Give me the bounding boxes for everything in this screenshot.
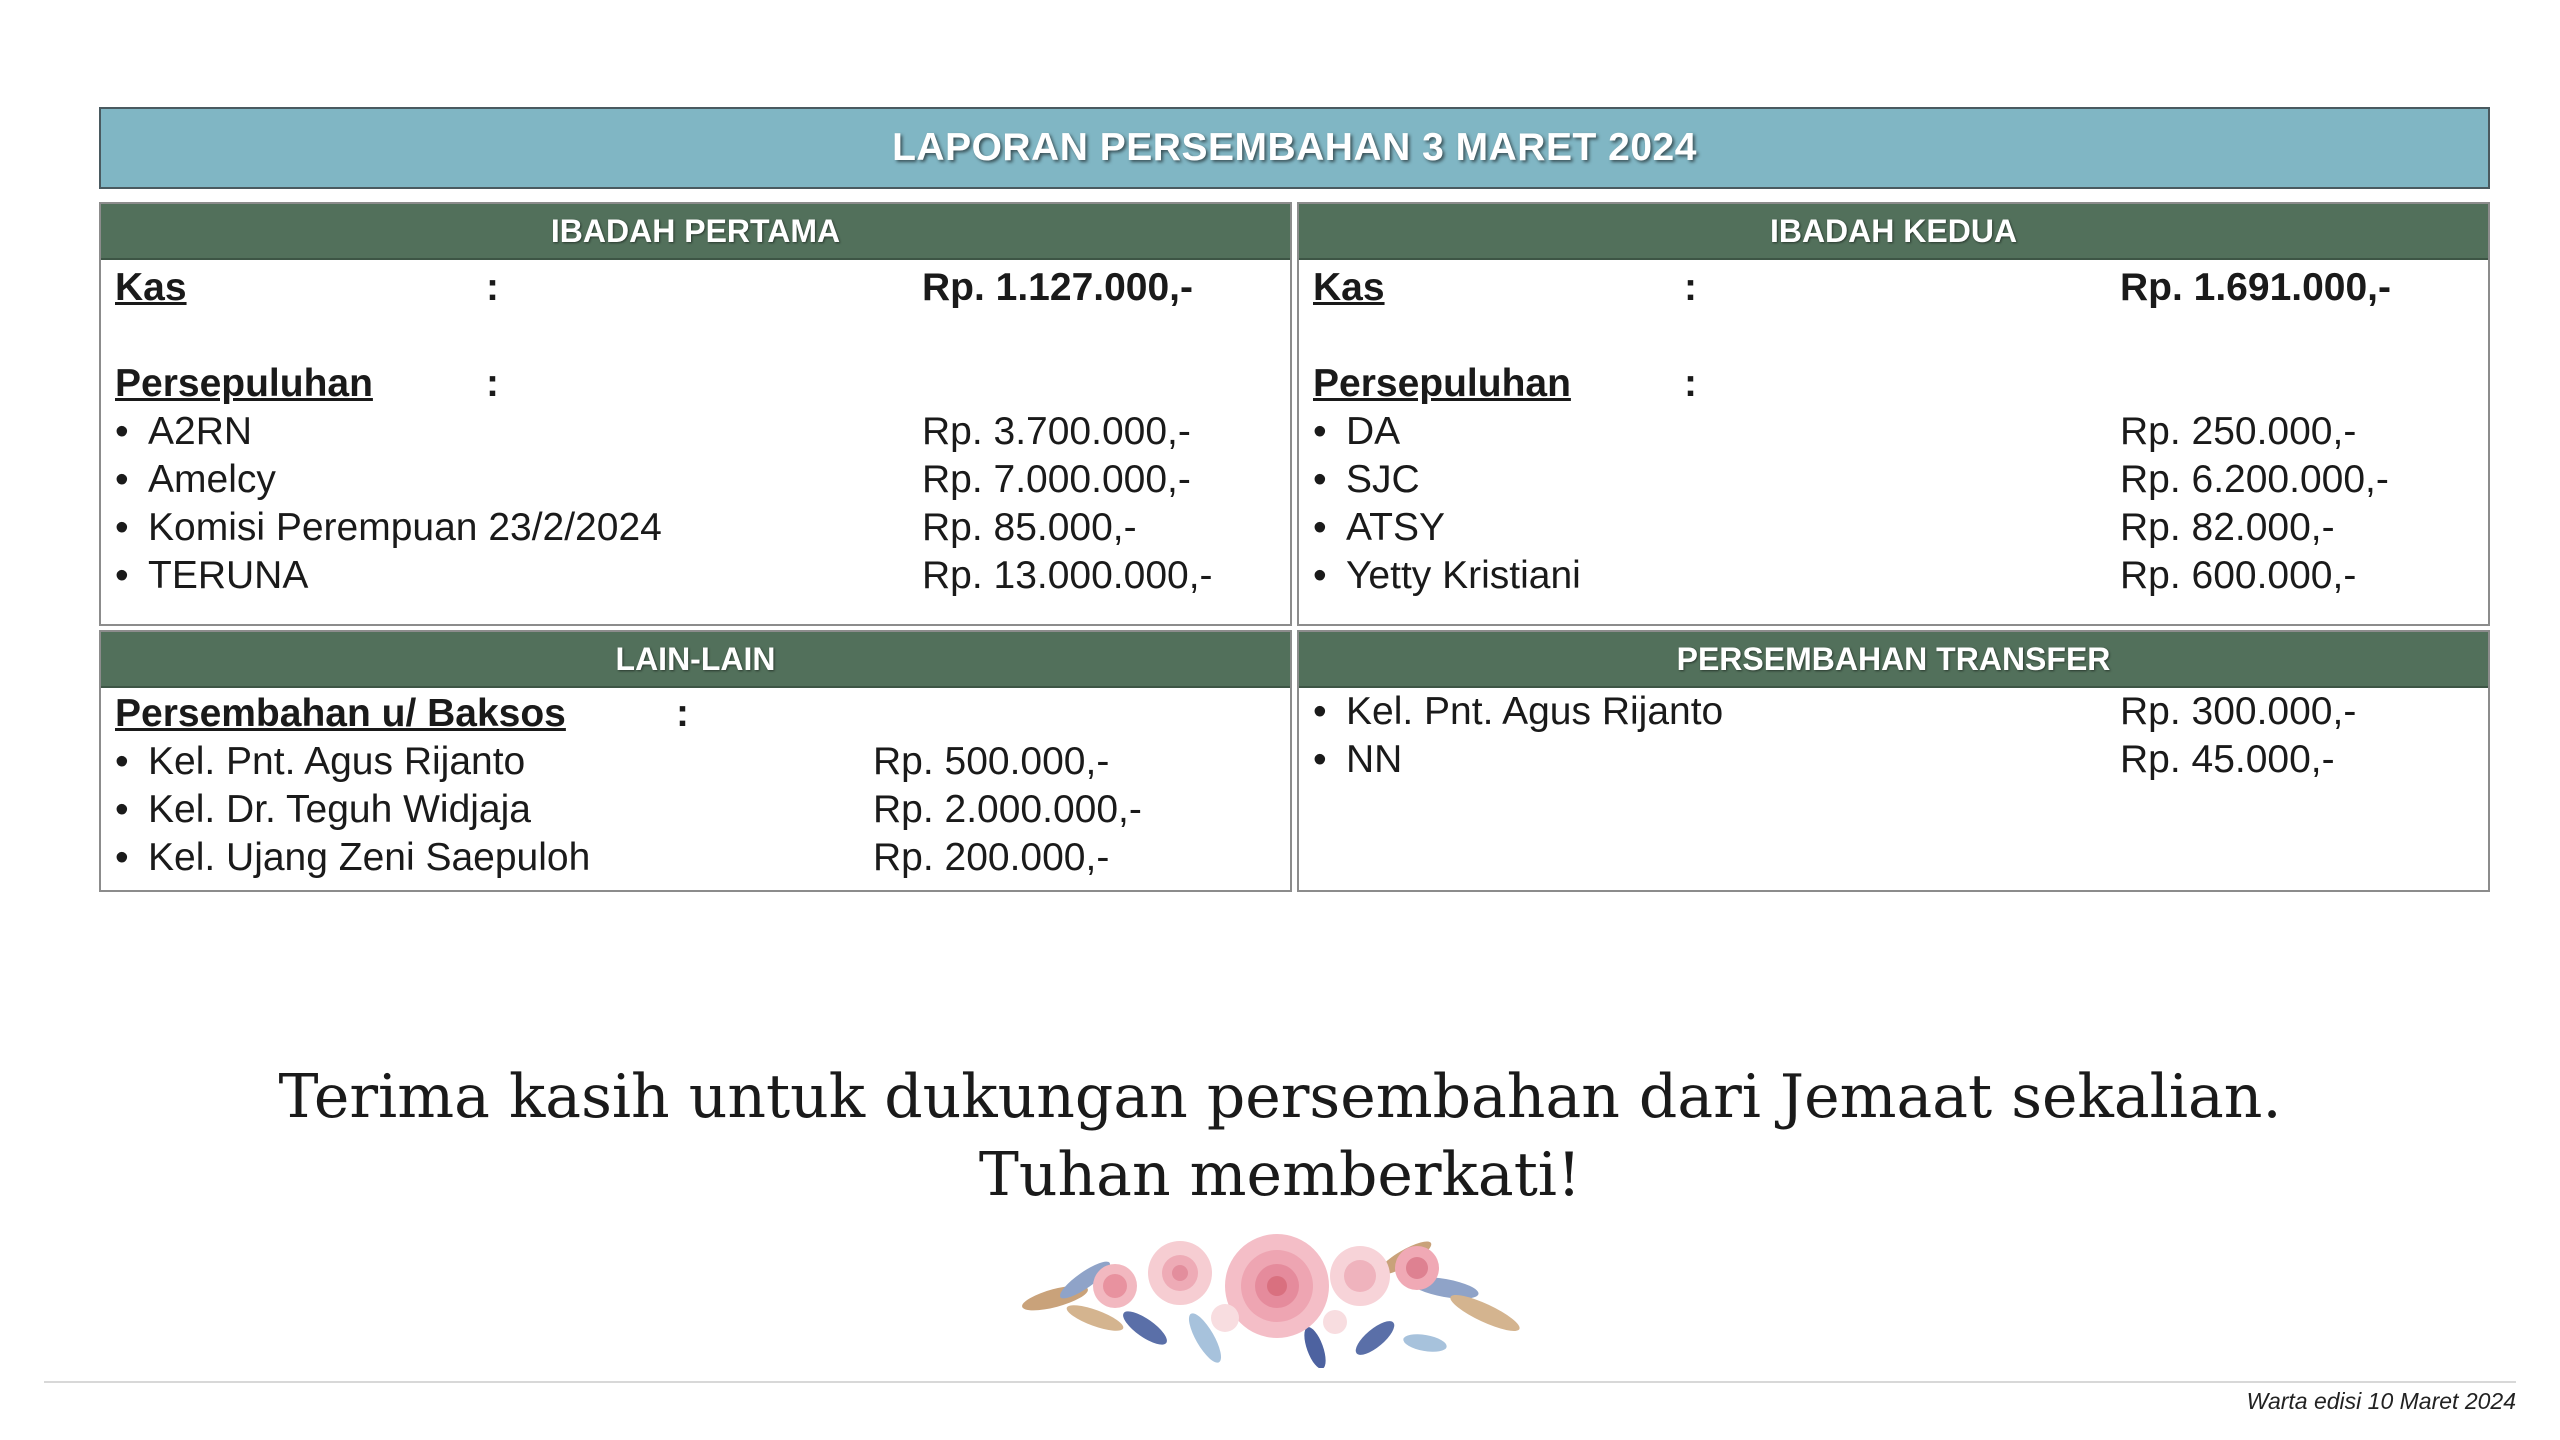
item-name: Kel. Ujang Zeni Saepuloh xyxy=(148,836,591,879)
edition-label: Warta edisi 10 Maret 2024 xyxy=(2246,1388,2516,1414)
bullet-icon: • xyxy=(1313,738,1327,781)
list-item xyxy=(101,408,1290,456)
item-amount: Rp. 3.700.000,- xyxy=(922,410,1191,453)
thanks-message: Terima kasih untuk dukungan persembahan dari Jemaat sekalian. xyxy=(278,1062,2282,1132)
item-amount: Rp. 45.000,- xyxy=(2120,738,2335,781)
baksos-label: Persembahan u/ Baksos xyxy=(115,692,566,735)
list-item xyxy=(1299,456,2488,504)
floral-decoration xyxy=(1015,1218,1545,1368)
kas-label: Kas xyxy=(1313,266,1385,309)
panel-ibadah-kedua xyxy=(1297,202,2490,626)
persepuluhan-colon: : xyxy=(1684,362,1697,405)
bullet-icon: • xyxy=(115,554,129,597)
bullet-icon: • xyxy=(115,740,129,783)
blessing-message: Tuhan memberkati! xyxy=(978,1140,1582,1210)
list-item xyxy=(101,504,1290,552)
baksos-row xyxy=(101,690,1290,738)
panel-lain-lain xyxy=(99,630,1292,892)
list-item xyxy=(101,552,1290,600)
bullet-icon: • xyxy=(1313,458,1327,501)
item-name: TERUNA xyxy=(148,554,309,597)
item-name: Kel. Dr. Teguh Widjaja xyxy=(148,788,531,831)
footer-divider xyxy=(44,1381,2516,1383)
persepuluhan-label: Persepuluhan xyxy=(1313,362,1571,405)
bullet-icon: • xyxy=(115,836,129,879)
item-amount: Rp. 6.200.000,- xyxy=(2120,458,2389,501)
list-item xyxy=(1299,688,2488,736)
bullet-icon: • xyxy=(1313,690,1327,733)
kas-colon: : xyxy=(1684,266,1697,309)
persepuluhan-row xyxy=(1299,360,2488,408)
bullet-icon: • xyxy=(1313,506,1327,549)
panel-ibadah-pertama xyxy=(99,202,1292,626)
item-name: Yetty Kristiani xyxy=(1346,554,1581,597)
item-amount: Rp. 2.000.000,- xyxy=(873,788,1142,831)
persepuluhan-label: Persepuluhan xyxy=(115,362,373,405)
item-amount: Rp. 13.000.000,- xyxy=(922,554,1213,597)
persepuluhan-colon: : xyxy=(486,362,499,405)
panel-heading: LAIN-LAIN xyxy=(101,632,1290,688)
item-name: A2RN xyxy=(148,410,253,453)
item-amount: Rp. 250.000,- xyxy=(2120,410,2357,453)
list-item xyxy=(101,834,1290,882)
item-amount: Rp. 200.000,- xyxy=(873,836,1110,879)
item-amount: Rp. 500.000,- xyxy=(873,740,1110,783)
item-amount: Rp. 300.000,- xyxy=(2120,690,2357,733)
kas-colon: : xyxy=(486,266,499,309)
bullet-icon: • xyxy=(1313,554,1327,597)
list-item xyxy=(1299,736,2488,784)
report-title: LAPORAN PERSEMBAHAN 3 MARET 2024 xyxy=(99,107,2490,189)
item-amount: Rp. 7.000.000,- xyxy=(922,458,1191,501)
item-name: SJC xyxy=(1346,458,1420,501)
list-item xyxy=(101,456,1290,504)
kas-amount: Rp. 1.127.000,- xyxy=(922,266,1193,309)
item-amount: Rp. 82.000,- xyxy=(2120,506,2335,549)
list-item xyxy=(1299,408,2488,456)
kas-label: Kas xyxy=(115,266,187,309)
panel-heading: IBADAH KEDUA xyxy=(1299,204,2488,260)
baksos-colon: : xyxy=(676,692,689,735)
kas-amount: Rp. 1.691.000,- xyxy=(2120,266,2391,309)
panel-heading: IBADAH PERTAMA xyxy=(101,204,1290,260)
panel-heading: PERSEMBAHAN TRANSFER xyxy=(1299,632,2488,688)
list-item xyxy=(1299,552,2488,600)
panel-persembahan-transfer xyxy=(1297,630,2490,892)
item-name: ATSY xyxy=(1346,506,1445,549)
list-item xyxy=(101,738,1290,786)
list-item xyxy=(1299,504,2488,552)
item-name: NN xyxy=(1346,738,1403,781)
item-name: DA xyxy=(1346,410,1401,453)
item-name: Komisi Perempuan 23/2/2024 xyxy=(148,506,662,549)
item-amount: Rp. 85.000,- xyxy=(922,506,1137,549)
item-name: Amelcy xyxy=(148,458,276,501)
item-name: Kel. Pnt. Agus Rijanto xyxy=(1346,690,1724,733)
bullet-icon: • xyxy=(115,458,129,501)
bullet-icon: • xyxy=(115,788,129,831)
kas-row xyxy=(101,264,1290,312)
bullet-icon: • xyxy=(115,410,129,453)
persepuluhan-row xyxy=(101,360,1290,408)
bullet-icon: • xyxy=(115,506,129,549)
item-amount: Rp. 600.000,- xyxy=(2120,554,2357,597)
list-item xyxy=(101,786,1290,834)
bullet-icon: • xyxy=(1313,410,1327,453)
kas-row xyxy=(1299,264,2488,312)
item-name: Kel. Pnt. Agus Rijanto xyxy=(148,740,526,783)
